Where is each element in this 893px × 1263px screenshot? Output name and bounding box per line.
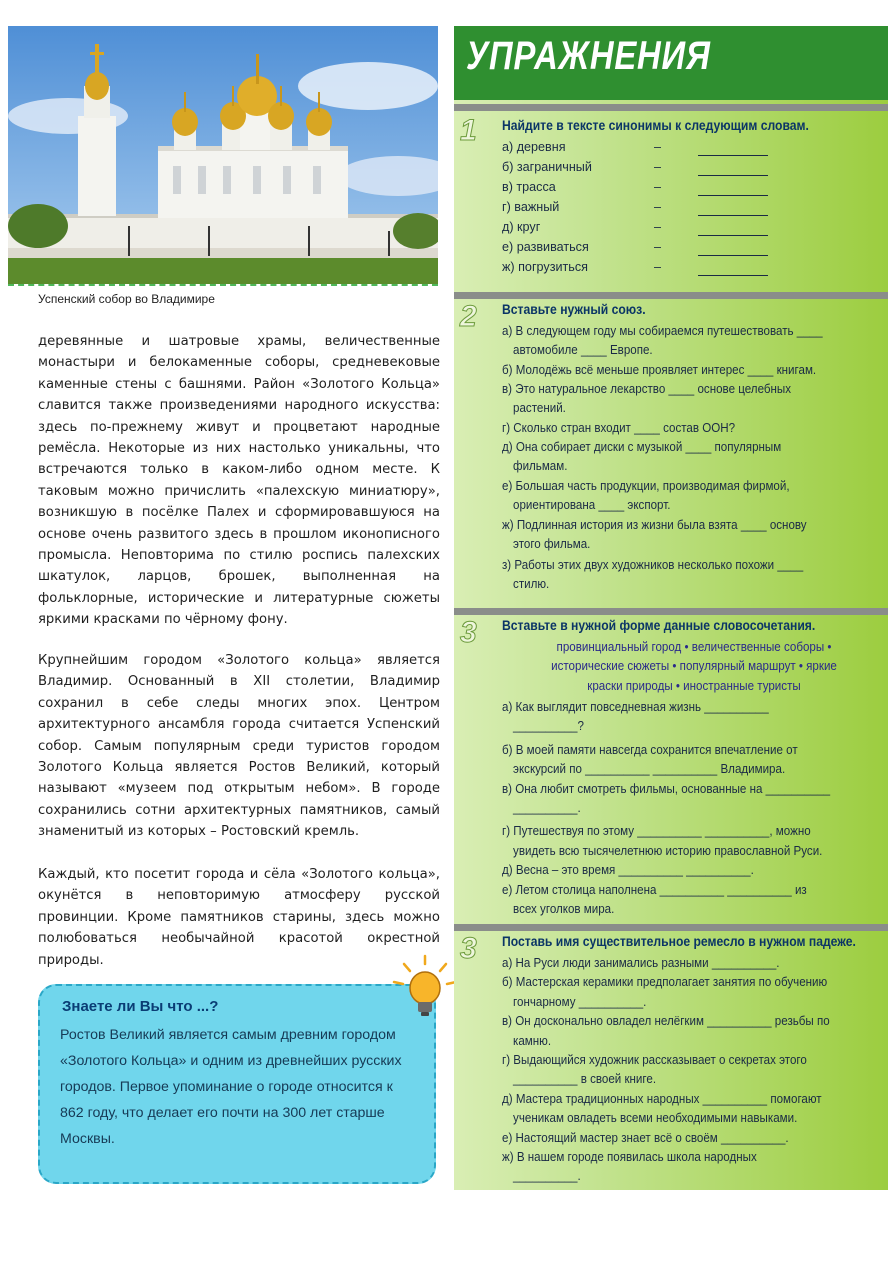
item-line: гончарному __________.	[513, 994, 647, 1009]
exercise-items	[502, 954, 842, 1187]
dash: –	[654, 140, 662, 154]
item-line: д) Весна – это время __________ __________.	[502, 863, 754, 878]
exercise-number: 3	[460, 616, 477, 649]
lightbulb-icon	[390, 954, 460, 1020]
item-line: в) Это натуральное лекарство ____ основе целебных	[502, 382, 792, 396]
item-line: стилю.	[513, 577, 550, 592]
exercise-number: 2	[460, 300, 477, 333]
item-line: ж) В нашем городе появилась школа народных	[502, 1150, 757, 1165]
cathedral-photo	[8, 26, 438, 286]
divider	[454, 608, 888, 615]
word-bank	[528, 638, 859, 696]
cathedral-illustration	[8, 26, 438, 284]
item-line: ученикам овладеть всеми необходимыми навыками.	[513, 1111, 798, 1126]
paragraph-text: Каждый, кто посетит города и сёла «Золотого кольца», окунётся в неповторимую атмосферу русской провинции. Кроме памятников старины, здесь можно полюбоваться необычайной красотой окрестной природы.	[38, 867, 440, 968]
synonym-word: в) трасса	[502, 180, 556, 194]
item-line: д) Она собирает диски с музыкой ____ популярным	[502, 440, 782, 454]
article-paragraph-1	[38, 331, 440, 631]
item-line: ж) Подлинная история из жизни была взята ____ основу	[502, 518, 807, 532]
exercises-header	[454, 26, 888, 100]
dash: –	[654, 260, 662, 274]
exercise-item	[502, 322, 842, 361]
answer-line[interactable]	[698, 262, 768, 276]
exercises-title: УПРАЖНЕНИЯ	[466, 34, 711, 78]
item-line: г) Путешествуя по этому __________ __________, можно	[502, 824, 811, 839]
item-line: растений.	[513, 401, 566, 416]
exercise-title: Найдите в тексте синонимы к следующим словам.	[502, 118, 809, 133]
item-line: экскурсий по __________ __________ Владимира.	[513, 762, 786, 777]
dash: –	[654, 200, 662, 214]
exercise-2	[454, 300, 888, 606]
exercise-title: Поставь имя существительное ремесло в нужном падеже.	[502, 934, 856, 949]
photo-caption: Успенский собор во Владимире	[38, 292, 215, 306]
exercise-item	[502, 419, 842, 438]
item-line: е) Летом столица наполнена __________ __________ из	[502, 882, 807, 897]
answer-line[interactable]	[698, 202, 768, 216]
item-line: всех уголков мира.	[513, 902, 615, 917]
item-line: а) Как выглядит повседневная жизнь __________	[502, 700, 769, 714]
item-line: __________?	[513, 719, 584, 734]
item-line: в) Он досконально овладел нелёгким __________ резьбы по	[502, 1014, 830, 1029]
item-line: автомобиле ____ Европе.	[513, 343, 653, 358]
synonym-word: е) развиваться	[502, 240, 589, 254]
item-line: а) В следующем году мы собираемся путешествовать ____	[502, 324, 823, 338]
synonym-word: г) важный	[502, 200, 560, 214]
item-line: б) В моей памяти навсегда сохранится впечатление от	[502, 742, 798, 757]
exercise-number: 1	[460, 114, 477, 147]
synonym-word: ж) погрузиться	[502, 260, 588, 274]
did-you-know-box	[38, 984, 436, 1184]
item-line: в) Она любит смотреть фильмы, основанные на __________	[502, 781, 831, 796]
exercise-title: Вставьте нужный союз.	[502, 302, 646, 317]
exercise-item	[502, 516, 842, 555]
paragraph-text: деревянные и шатровые храмы, величественные монастыри и белокаменные соборы, средневековые каменные стены с башнями. Район «Золотого Кольца» славится также произведениями народного искусства: здесь по-прежнему живут и процветают народные ремёсла. Некоторые из них настолько уникальны, что встречаются только в каком-либо одном месте. К таковым можно причислить «палехскую миниатюру», возникшую в посёлке Палех и сформировавшуюся на основе очень развитого здесь в прошлом иконописного промысла. Неповторима по стилю роспись палехских шкатулок, ларцов, брошек, выполненная на фольклорные, исторические и литературные сюжеты яркими красками по чёрному фону.	[38, 334, 440, 628]
exercise-items	[502, 698, 842, 919]
left-column	[8, 26, 444, 1190]
divider	[454, 292, 888, 299]
textbook-page	[8, 26, 888, 1190]
word-bank-line: краски природы • иностранные туристы	[587, 678, 801, 693]
exercise-1	[454, 112, 888, 298]
divider	[454, 924, 888, 931]
item-line: __________ в своей книге.	[513, 1072, 657, 1087]
item-line: е) Большая часть продукции, производимая фирмой,	[502, 479, 790, 493]
exercise-number: 3	[460, 932, 477, 965]
item-line: е) Настоящий мастер знает всё о своём __________.	[502, 1130, 789, 1145]
answer-line[interactable]	[698, 222, 768, 236]
word-bank-line: исторические сюжеты • популярный маршрут • яркие	[551, 659, 837, 674]
exercise-title: Вставьте в нужной форме данные словосочетания.	[502, 618, 816, 633]
dash: –	[654, 240, 662, 254]
item-line: з) Работы этих двух художников несколько похожи ____	[502, 558, 804, 572]
dash: –	[654, 220, 662, 234]
answer-line[interactable]	[698, 162, 768, 176]
item-line: г) Выдающийся художник рассказывает о секретах этого	[502, 1053, 807, 1068]
item-line: увидеть всю тысячелетнюю историю православной Руси.	[513, 843, 823, 858]
exercise-item	[502, 361, 842, 380]
dash: –	[654, 160, 662, 174]
item-line: б) Молодёжь всё меньше проявляет интерес ____ книгам.	[502, 363, 817, 377]
did-you-know-text: Ростов Великий является самым древним городом «Золотого Кольца» и одним из древнейших русских городов. Первое упоминание о городе относится к 862 году, что делает его почти на 300 лет старше Москвы.	[60, 1027, 402, 1147]
synonym-word: д) круг	[502, 220, 541, 234]
item-line: фильмам.	[513, 459, 568, 474]
exercise-item	[502, 438, 842, 477]
synonym-word: б) заграничный	[502, 160, 592, 174]
exercise-item	[502, 556, 842, 595]
exercises-column	[454, 26, 888, 1190]
item-line: д) Мастера традиционных народных __________ помогают	[502, 1091, 822, 1106]
answer-line[interactable]	[698, 142, 768, 156]
word-bank-line: провинциальный город • величественные соборы •	[556, 640, 832, 654]
item-line: б) Мастерская керамики предполагает занятия по обучению	[502, 975, 828, 990]
exercise-4	[454, 932, 888, 1190]
item-line: __________.	[513, 801, 581, 816]
item-line: __________.	[513, 1169, 581, 1184]
answer-line[interactable]	[698, 182, 768, 196]
synonym-word: а) деревня	[502, 140, 566, 154]
article-paragraph-2	[38, 650, 440, 843]
exercise-item	[502, 477, 842, 516]
item-line: этого фильма.	[513, 537, 591, 552]
item-line: камню.	[513, 1033, 552, 1048]
item-line: а) На Руси люди занимались разными __________.	[502, 956, 780, 970]
item-line: г) Сколько стран входит ____ состав ООН?	[502, 421, 736, 435]
dash: –	[654, 180, 662, 194]
exercise-item	[502, 380, 842, 419]
did-you-know-title: Знаете ли Вы что ...?	[62, 998, 219, 1015]
divider	[454, 104, 888, 111]
item-line: ориентирована ____ экспорт.	[513, 498, 671, 513]
article-paragraph-3	[38, 864, 440, 971]
exercise-3	[454, 616, 888, 924]
answer-line[interactable]	[698, 242, 768, 256]
paragraph-text: Крупнейшим городом «Золотого кольца» является Владимир. Основанный в XII столетии, Владимир сохранил в себе следы многих эпох. Центром архитектурного ансамбля города считается Успенский собор. Самым популярным среди туристов городом Золотого Кольца является Ростов Великий, который называют «музеем под открытым небом». В городе сохранились сотни архитектурных памятников, самый знаменитый из которых – Ростовский кремль.	[38, 653, 440, 840]
